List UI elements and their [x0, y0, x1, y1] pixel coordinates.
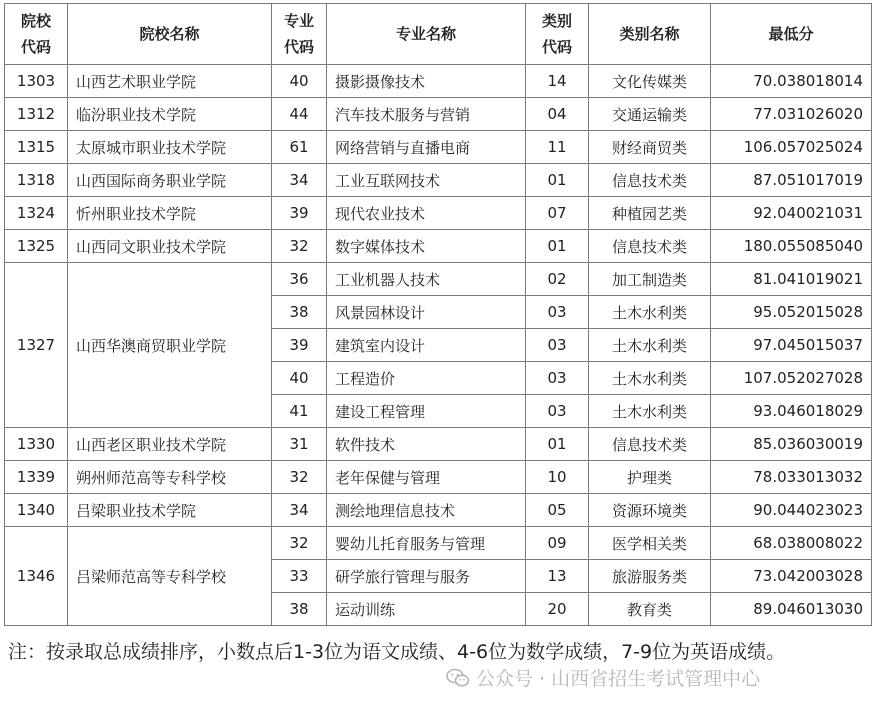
major-name-cell: 汽车技术服务与营销 [327, 98, 526, 131]
min-score-cell: 87.051017019 [711, 164, 872, 197]
table-row [5, 164, 872, 197]
category-name-cell: 护理类 [589, 461, 711, 494]
school-name-cell: 临汾职业技术学院 [68, 98, 272, 131]
major-name-cell: 老年保健与管理 [327, 461, 526, 494]
header-school-name: 院校名称 [68, 4, 272, 65]
category-name-cell: 旅游服务类 [589, 560, 711, 593]
category-name-cell: 信息技术类 [589, 230, 711, 263]
major-name-cell: 工程造价 [327, 362, 526, 395]
school-code-cell: 1312 [5, 98, 68, 131]
category-code-cell: 01 [526, 428, 589, 461]
major-code-cell: 34 [272, 164, 327, 197]
min-score-cell: 90.044023023 [711, 494, 872, 527]
category-code-cell: 09 [526, 527, 589, 560]
major-code-cell: 34 [272, 494, 327, 527]
category-name-cell: 交通运输类 [589, 98, 711, 131]
major-name-cell: 软件技术 [327, 428, 526, 461]
major-code-cell: 36 [272, 263, 327, 296]
major-code-cell: 40 [272, 362, 327, 395]
category-code-cell: 03 [526, 296, 589, 329]
min-score-cell: 81.041019021 [711, 263, 872, 296]
category-name-cell: 土木水利类 [589, 395, 711, 428]
min-score-cell: 93.046018029 [711, 395, 872, 428]
category-code-cell: 07 [526, 197, 589, 230]
school-name-cell: 山西老区职业技术学院 [68, 428, 272, 461]
watermark-text: 公众号 · 山西省招生考试管理中心 [476, 668, 761, 690]
major-code-cell: 44 [272, 98, 327, 131]
category-name-cell: 土木水利类 [589, 362, 711, 395]
category-name-cell: 财经商贸类 [589, 131, 711, 164]
admission-score-table [4, 3, 872, 626]
min-score-cell: 180.055085040 [711, 230, 872, 263]
table-row [5, 527, 872, 560]
header-category-code: 类别 代码 [526, 4, 589, 65]
category-code-cell: 03 [526, 362, 589, 395]
category-code-cell: 03 [526, 395, 589, 428]
min-score-cell: 73.042003028 [711, 560, 872, 593]
min-score-cell: 85.036030019 [711, 428, 872, 461]
min-score-cell: 89.046013030 [711, 593, 872, 626]
major-name-cell: 网络营销与直播电商 [327, 131, 526, 164]
table-row [5, 230, 872, 263]
major-name-cell: 工业互联网技术 [327, 164, 526, 197]
table-row [5, 131, 872, 164]
major-name-cell: 数字媒体技术 [327, 230, 526, 263]
category-name-cell: 教育类 [589, 593, 711, 626]
min-score-cell: 95.052015028 [711, 296, 872, 329]
major-code-cell: 33 [272, 560, 327, 593]
table-body [5, 65, 872, 626]
major-code-cell: 38 [272, 593, 327, 626]
category-name-cell: 加工制造类 [589, 263, 711, 296]
major-name-cell: 现代农业技术 [327, 197, 526, 230]
major-name-cell: 婴幼儿托育服务与管理 [327, 527, 526, 560]
major-name-cell: 运动训练 [327, 593, 526, 626]
category-name-cell: 土木水利类 [589, 329, 711, 362]
major-name-cell: 风景园林设计 [327, 296, 526, 329]
school-code-cell: 1330 [5, 428, 68, 461]
school-code-cell: 1315 [5, 131, 68, 164]
category-code-cell: 02 [526, 263, 589, 296]
table-row [5, 494, 872, 527]
footnote: 注：按录取总成绩排序，小数点后1-3位为语文成绩、4-6位为数学成绩，7-9位为英语成绩。 [8, 641, 786, 663]
category-code-cell: 04 [526, 98, 589, 131]
category-name-cell: 信息技术类 [589, 164, 711, 197]
major-name-cell: 工业机器人技术 [327, 263, 526, 296]
major-code-cell: 32 [272, 527, 327, 560]
school-name-cell: 吕梁职业技术学院 [68, 494, 272, 527]
major-code-cell: 38 [272, 296, 327, 329]
category-code-cell: 05 [526, 494, 589, 527]
min-score-cell: 107.052027028 [711, 362, 872, 395]
category-name-cell: 土木水利类 [589, 296, 711, 329]
school-name-cell: 太原城市职业技术学院 [68, 131, 272, 164]
header-school-code: 院校 代码 [5, 4, 68, 65]
header-category-name: 类别名称 [589, 4, 711, 65]
category-name-cell: 文化传媒类 [589, 65, 711, 98]
category-code-cell: 01 [526, 164, 589, 197]
category-name-cell: 信息技术类 [589, 428, 711, 461]
major-name-cell: 建设工程管理 [327, 395, 526, 428]
category-name-cell: 种植园艺类 [589, 197, 711, 230]
school-name-cell: 山西国际商务职业学院 [68, 164, 272, 197]
major-code-cell: 31 [272, 428, 327, 461]
major-code-cell: 32 [272, 461, 327, 494]
min-score-cell: 77.031026020 [711, 98, 872, 131]
header-major-code: 专业 代码 [272, 4, 327, 65]
min-score-cell: 78.033013032 [711, 461, 872, 494]
school-code-cell: 1340 [5, 494, 68, 527]
school-code-cell: 1346 [5, 527, 68, 626]
school-name-cell: 忻州职业技术学院 [68, 197, 272, 230]
major-code-cell: 40 [272, 65, 327, 98]
category-code-cell: 10 [526, 461, 589, 494]
major-code-cell: 32 [272, 230, 327, 263]
wechat-icon [446, 668, 470, 688]
table-row [5, 263, 872, 296]
min-score-cell: 68.038008022 [711, 527, 872, 560]
school-code-cell: 1318 [5, 164, 68, 197]
category-code-cell: 13 [526, 560, 589, 593]
major-name-cell: 摄影摄像技术 [327, 65, 526, 98]
school-name-cell: 山西华澳商贸职业学院 [68, 263, 272, 428]
watermark [446, 664, 760, 691]
school-code-cell: 1327 [5, 263, 68, 428]
header-major-name: 专业名称 [327, 4, 526, 65]
table-row [5, 197, 872, 230]
table-row [5, 428, 872, 461]
major-code-cell: 39 [272, 197, 327, 230]
school-code-cell: 1339 [5, 461, 68, 494]
major-code-cell: 41 [272, 395, 327, 428]
table-row [5, 65, 872, 98]
school-code-cell: 1324 [5, 197, 68, 230]
category-name-cell: 资源环境类 [589, 494, 711, 527]
min-score-cell: 92.040021031 [711, 197, 872, 230]
category-name-cell: 医学相关类 [589, 527, 711, 560]
category-code-cell: 01 [526, 230, 589, 263]
min-score-cell: 106.057025024 [711, 131, 872, 164]
major-code-cell: 61 [272, 131, 327, 164]
category-code-cell: 03 [526, 329, 589, 362]
category-code-cell: 20 [526, 593, 589, 626]
table-row [5, 461, 872, 494]
category-code-cell: 11 [526, 131, 589, 164]
major-name-cell: 建筑室内设计 [327, 329, 526, 362]
school-code-cell: 1303 [5, 65, 68, 98]
major-code-cell: 39 [272, 329, 327, 362]
school-name-cell: 山西同文职业技术学院 [68, 230, 272, 263]
school-name-cell: 吕梁师范高等专科学校 [68, 527, 272, 626]
school-name-cell: 朔州师范高等专科学校 [68, 461, 272, 494]
table-header-row [5, 4, 872, 65]
min-score-cell: 97.045015037 [711, 329, 872, 362]
header-min-score: 最低分 [711, 4, 872, 65]
major-name-cell: 测绘地理信息技术 [327, 494, 526, 527]
major-name-cell: 研学旅行管理与服务 [327, 560, 526, 593]
table-row [5, 98, 872, 131]
school-code-cell: 1325 [5, 230, 68, 263]
school-name-cell: 山西艺术职业学院 [68, 65, 272, 98]
min-score-cell: 70.038018014 [711, 65, 872, 98]
category-code-cell: 14 [526, 65, 589, 98]
